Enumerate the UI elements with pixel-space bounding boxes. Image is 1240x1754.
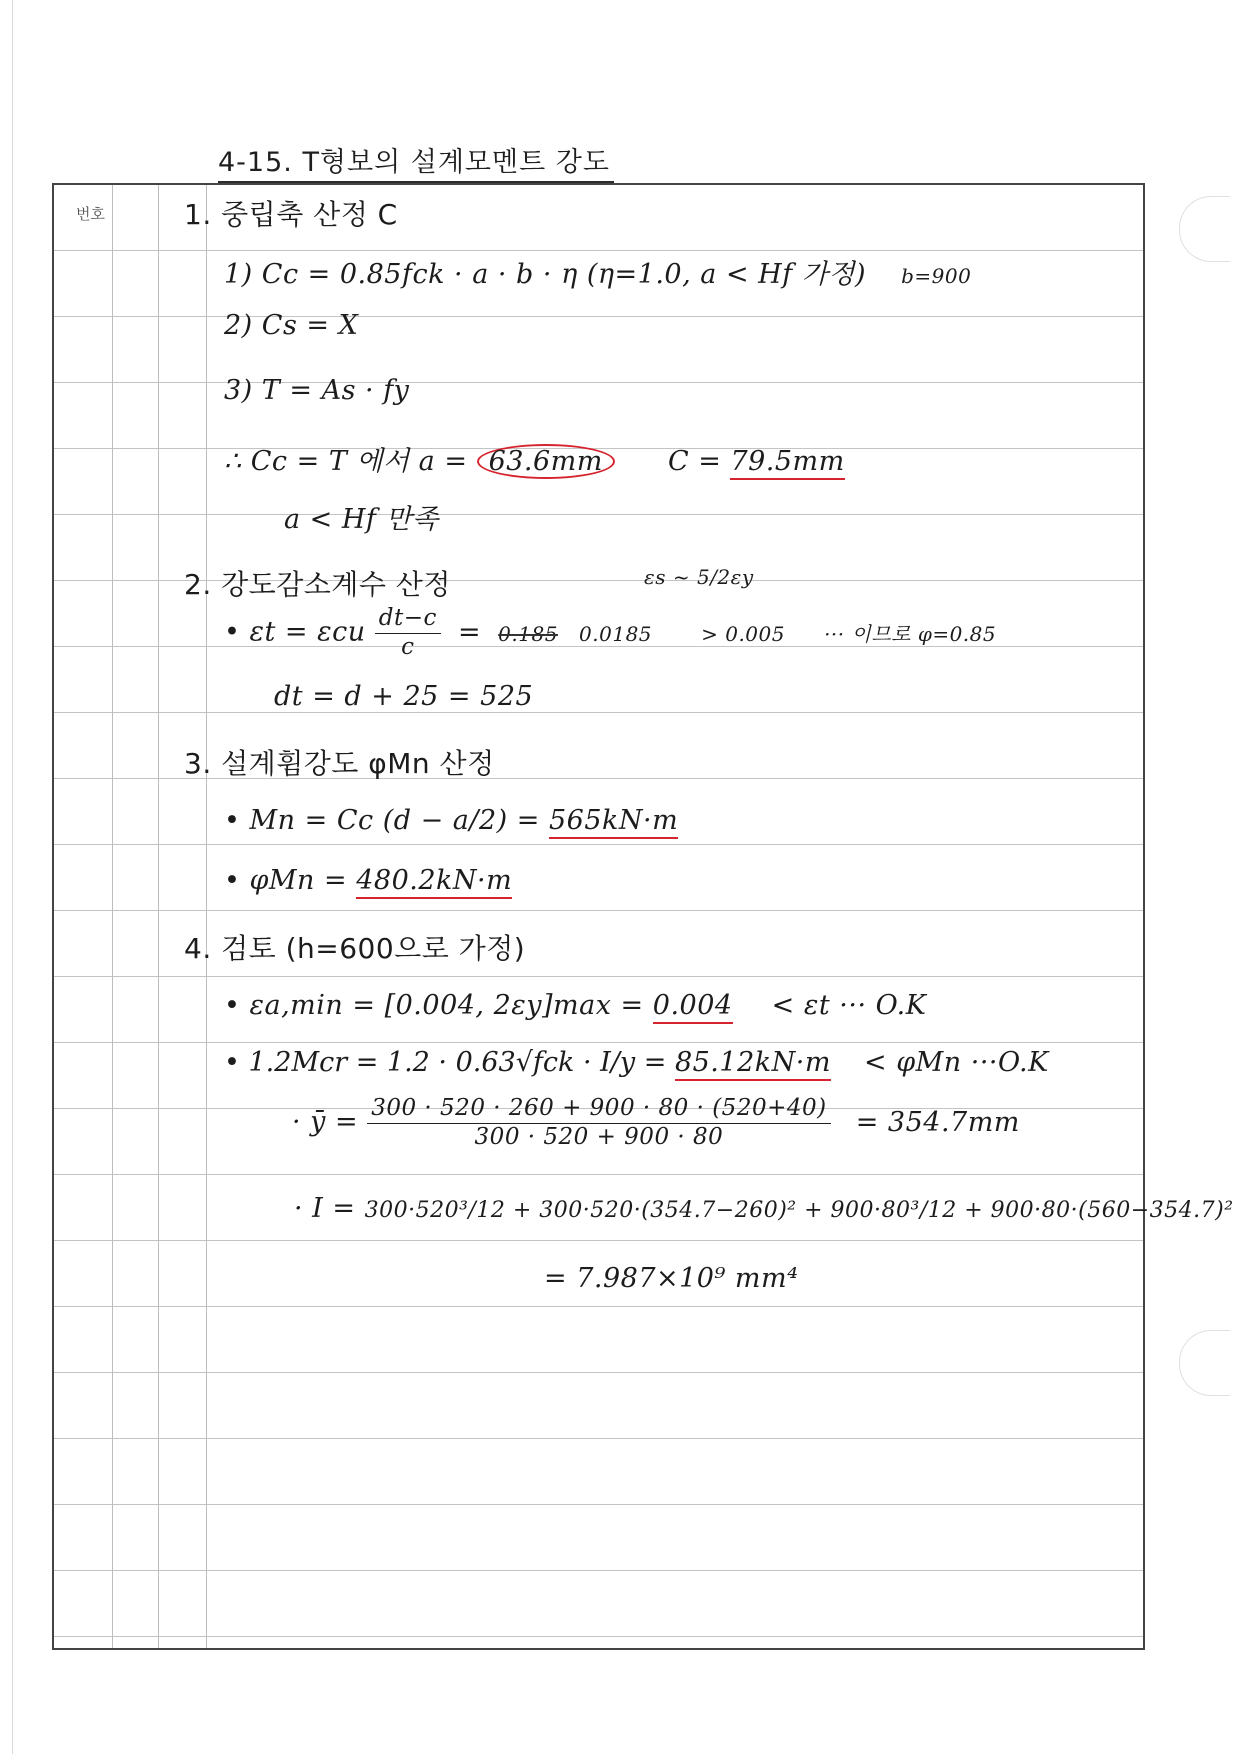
c-label: C =: [667, 446, 731, 477]
eps-prefix: • εt = εcu: [224, 616, 366, 648]
section4-inertia-result: = 7.987×10⁹ mm⁴: [544, 1263, 799, 1294]
phi-text: ··· 이므로 φ=0.85: [824, 621, 997, 646]
section2-dt-line: dt = d + 25 = 525: [274, 681, 534, 712]
c-value: 79.5mm: [730, 446, 844, 480]
section1-eq3: 3) T = As · fy: [224, 375, 410, 406]
section3-phimn-line: [224, 865, 512, 896]
ybar-label: · ȳ =: [292, 1106, 368, 1138]
result-prefix: ∴ Cc = T 에서 a =: [224, 446, 477, 477]
section1-eq2: 2) Cs = X: [224, 310, 359, 341]
section1-result: [224, 439, 845, 478]
section3-heading: 3. 설계휨강도 φMn 산정: [184, 747, 495, 780]
eps-compare: > 0.005: [701, 621, 785, 646]
eps-fraction: [375, 605, 441, 661]
mcr-value: 85.12kN·m: [675, 1047, 831, 1081]
mcr-prefix: • 1.2Mcr = 1.2 · 0.63√fck · I/y =: [224, 1047, 675, 1078]
ruled-sheet: [52, 183, 1234, 1650]
phimn-prefix: • φMn =: [224, 865, 357, 896]
section4-heading: 4. 검토 (h=600으로 가정): [184, 932, 526, 965]
eps-struck-value: 0.185: [498, 621, 558, 646]
section4-mcr-line: [224, 1047, 1049, 1078]
handwritten-content: [54, 185, 1234, 1648]
inertia-expr: 300·520³/12 + 300·520·(354.7−260)² + 900·80³/12 + 900·80·(560−354.7)²: [364, 1198, 1234, 1223]
epsmin-value: 0.004: [653, 990, 733, 1024]
section2-heading: 2. 강도감소계수 산정: [184, 568, 451, 601]
binder-hole-top: [1179, 196, 1230, 262]
eps-frac-den: c: [401, 633, 415, 660]
section1-eq1: [224, 252, 971, 291]
eps-frac-num: dt−c: [375, 605, 441, 634]
eq1-text: 1) Cc = 0.85fck · a · b · η (η=1.0, a < Hf 가정): [224, 259, 866, 290]
ybar-value: = 354.7mm: [855, 1106, 1020, 1138]
section2-side-note: εs ~ 5/2εy: [644, 565, 754, 589]
section1-check: a < Hf 만족: [284, 504, 439, 535]
inertia-label: · I =: [294, 1193, 365, 1224]
eps-value: 0.0185: [579, 621, 653, 646]
mcr-check: < φMn ···O.K: [864, 1047, 1049, 1078]
section1-heading: 1. 중립축 산정 C: [184, 198, 398, 231]
mn-value: 565kN·m: [549, 805, 678, 839]
a-value: 63.6mm: [477, 444, 615, 479]
page-title: 4-15. T형보의 설계모멘트 강도: [218, 140, 614, 183]
paper-edge: [12, 0, 13, 1754]
ybar-fraction: [367, 1095, 830, 1151]
epsmin-prefix: • εa,min = [0.004, 2εy]max =: [224, 990, 653, 1021]
section3-mn-line: [224, 805, 678, 836]
number-column-header: 번호: [76, 205, 105, 223]
section4-ybar-line: [292, 1095, 1020, 1151]
ybar-num: 300 · 520 · 260 + 900 · 80 · (520+40): [367, 1095, 830, 1124]
eq1-b: b=900: [901, 264, 972, 288]
mn-prefix: • Mn = Cc (d − a/2) =: [224, 805, 549, 836]
section4-epsmin-line: [224, 990, 926, 1021]
section4-inertia-line: [294, 1193, 1234, 1224]
epsmin-check: < εt ··· O.K: [771, 990, 927, 1021]
phimn-value: 480.2kN·m: [356, 865, 512, 899]
binder-hole-bottom: [1179, 1330, 1230, 1396]
section2-eps-line: • εt = εcu $\frac{dt-c}{c}$ = 0.185 0.0185 > 0.005 ··· 이므로 φ=0.85: [224, 605, 997, 660]
ybar-den: 300 · 520 + 900 · 80: [474, 1123, 724, 1150]
